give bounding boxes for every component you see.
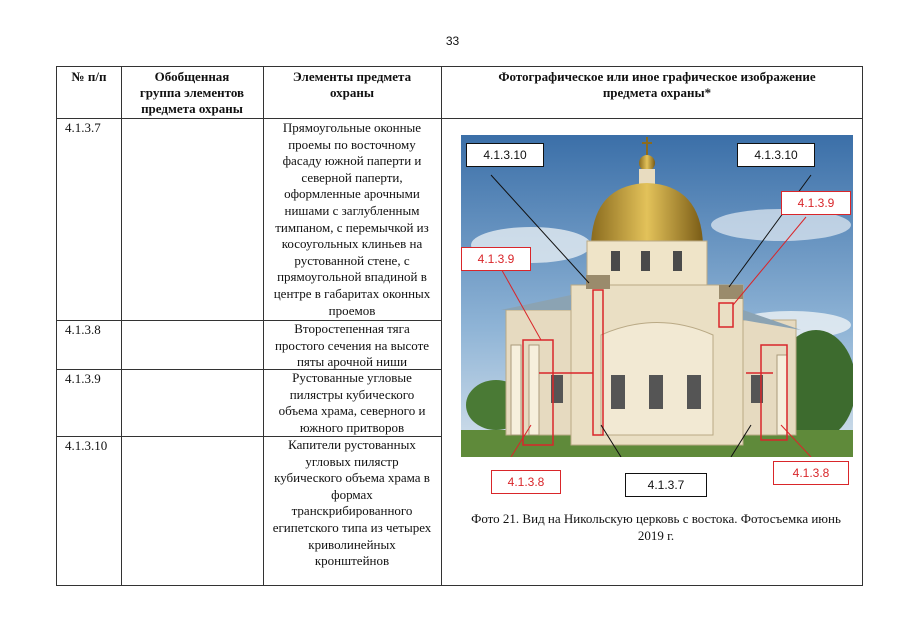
row-element-text: Прямоугольные оконные проемы по восточному фасаду южной паперти и северной паперти, оформленные арочными нишами с заглубленным тимпаном, с перемычкой из косоугольных клиньев на рустованной стене, с прямоугольной впадиной в центре в габаритах оконных проемов xyxy=(273,120,431,318)
header-elements: Элементы предмета охраны xyxy=(292,69,412,100)
photo-caption: Фото 21. Вид на Никольскую церковь с востока. Фотосъемка июнь 2019 г. xyxy=(471,511,841,543)
row-num: 4.1.3.7 xyxy=(65,120,101,135)
header-photo: Фотографическое или иное графическое изображение предмета охраны* xyxy=(498,69,816,100)
row-element-text: Рустованные угловые пилястры кубического объема храма, северного и южного притворов xyxy=(278,370,426,435)
header-group: Обобщенная группа элементов предмета охраны xyxy=(139,69,245,116)
label-4-1-3-10-left: 4.1.3.10 xyxy=(466,143,544,167)
row-num: 4.1.3.9 xyxy=(65,371,101,386)
label-4-1-3-8-left: 4.1.3.8 xyxy=(491,470,561,494)
protection-table xyxy=(56,66,863,586)
row-element-text: Второстепенная тяга простого сечения на высоте пяты арочной ниши xyxy=(274,321,430,370)
label-4-1-3-9-left: 4.1.3.9 xyxy=(461,247,531,271)
label-4-1-3-10-right: 4.1.3.10 xyxy=(737,143,815,167)
row-element-text: Капители рустованных угловых пилястр кубического объема храма в формах транскрибированного египетского типа из четырех криволинейных кронштейнов xyxy=(272,437,432,569)
page-number: 33 xyxy=(445,34,460,48)
label-4-1-3-8-right: 4.1.3.8 xyxy=(773,461,849,485)
church-photo xyxy=(451,135,853,457)
header-num: № п/п xyxy=(71,69,107,84)
label-4-1-3-9-right: 4.1.3.9 xyxy=(781,191,851,215)
label-4-1-3-7: 4.1.3.7 xyxy=(625,473,707,497)
row-num: 4.1.3.8 xyxy=(65,322,101,337)
row-num: 4.1.3.10 xyxy=(65,438,108,453)
